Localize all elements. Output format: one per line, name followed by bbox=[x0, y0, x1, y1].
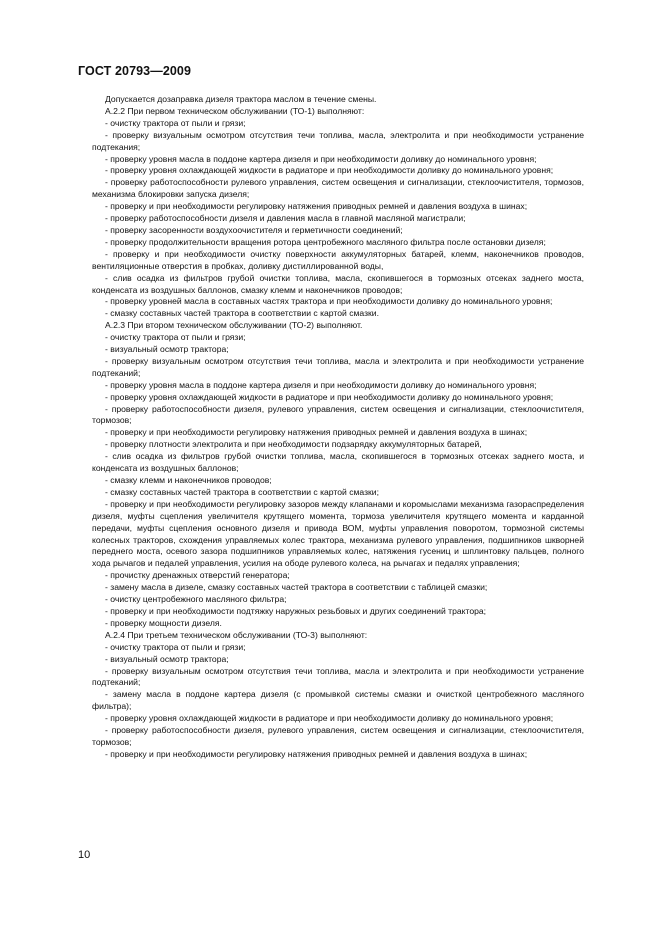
paragraph: - проверку уровня охлаждающей жидкости в радиаторе и при необходимости доливку до номинального уровня; bbox=[105, 165, 554, 176]
paragraph: А.2.3 При втором техническом обслуживании (ТО-2) выполняют. bbox=[105, 320, 363, 331]
paragraph: - проверку работоспособности дизеля, рулевого управления, систем освещения и сигнализации, стеклоочистителя, тормозов; bbox=[92, 403, 584, 426]
paragraph: - проверку уровней масла в составных частях трактора и при необходимости доливку до номинального уровня; bbox=[105, 296, 553, 307]
paragraph: Допускается дозаправка дизеля трактора маслом в течение смены. bbox=[105, 94, 377, 104]
document-body bbox=[92, 94, 584, 761]
paragraph: - проверку плотности электролита и при необходимости подзарядку аккумуляторных батарей, bbox=[105, 439, 482, 450]
paragraph: А.2.2 При первом техническом обслуживании (ТО-1) выполняют: bbox=[105, 105, 365, 116]
paragraph: - замену масла в поддоне картера дизеля (с промывкой системы смазки и очисткой центробежного масляного фильтра); bbox=[92, 689, 584, 712]
paragraph: - проверку визуальным осмотром отсутствия течи топлива, масла и электролита и при необходимости устранение подтеканий; bbox=[92, 355, 584, 378]
paragraph: - смазку составных частей трактора в соответствии с картой смазки; bbox=[105, 486, 379, 497]
paragraph: - очистку трактора от пыли и грязи; bbox=[105, 641, 246, 652]
page-number: 10 bbox=[78, 849, 91, 861]
paragraph: - очистку трактора от пыли и грязи; bbox=[105, 117, 246, 128]
paragraph: - замену масла в дизеле, смазку составных частей трактора в соответствии с таблицей смазки; bbox=[105, 582, 488, 593]
paragraph: - проверку и при необходимости регулировку натяжения приводных ремней и давления воздуха в шинах; bbox=[105, 201, 528, 212]
paragraph: - визуальный осмотр трактора; bbox=[105, 344, 229, 355]
paragraph: - проверку визуальным осмотром отсутствия течи топлива, масла, электролита и при необходимости устранение подтекания; bbox=[92, 129, 584, 152]
paragraph: - проверку мощности дизеля. bbox=[105, 617, 222, 628]
paragraph: - проверку и при необходимости регулировку натяжения приводных ремней и давления воздуха в шинах; bbox=[105, 748, 528, 759]
paragraph: - смазку составных частей трактора в соответствии с картой смазки. bbox=[105, 308, 379, 319]
paragraph: - проверку уровня масла в поддоне картера дизеля и при необходимости доливку до номинального уровня; bbox=[105, 153, 537, 164]
page-header-title: ГОСТ 20793—2009 bbox=[78, 64, 192, 78]
paragraph: - проверку уровня охлаждающей жидкости в радиаторе и при необходимости доливку до номинального уровня; bbox=[105, 713, 554, 724]
paragraph: - проверку визуальным осмотром отсутствия течи топлива, масла и электролита и при необходимости устранение подтеканий; bbox=[92, 665, 584, 688]
paragraph: - слив осадка из фильтров грубой очистки топлива, масла, скопившегося в тормозных отсеках заднего моста, и конденсата из воздушных баллонов; bbox=[92, 451, 584, 474]
paragraph: - проверку и при необходимости подтяжку наружных резьбовых и других соединений трактора; bbox=[105, 605, 487, 616]
paragraph: - очистку трактора от пыли и грязи; bbox=[105, 332, 246, 343]
paragraph: - проверку уровня охлаждающей жидкости в радиаторе и при необходимости доливку до номинального уровня; bbox=[105, 391, 554, 402]
paragraph: - проверку и при необходимости очистку поверхности аккумуляторных батарей, клемм, наконечников проводов, вентиляционные отверстия в пробках, доливку дистиллированной воды, bbox=[92, 248, 584, 271]
paragraph: - проверку засоренности воздухоочистителя и герметичности соединений; bbox=[105, 224, 403, 235]
paragraph: А.2.4 При третьем техническом обслуживании (ТО-3) выполняют: bbox=[105, 629, 368, 640]
paragraph: - проверку и при необходимости регулировку натяжения приводных ремней и давления воздуха в шинах; bbox=[105, 427, 528, 438]
paragraph: - проверку и при необходимости регулировку зазоров между клапанами и коромыслами механизма газораспределения дизеля, муфты сцепления увеличителя крутящего момента, тормоза увеличителя крутящего момента и карданной передачи, муфты сцепления основного дизеля и привода ВОМ, муфты управления поворотом, тормозной системы колесных тракторов, схождения управляемых колес трактора, механизма рулевого управления, подшипников шкворней переднего моста, осевого зазора подшипников управляемых колес, натяжения гусениц и шплинтовку пальцев, полного хода рычагов и педалей управления, усилия на ободе рулевого колеса, на рычагах и педалях управления; bbox=[92, 498, 584, 569]
paragraph: - проверку работоспособности рулевого управления, систем освещения и сигнализации, стеклоочистителя, тормозов, механизма блокировки запуска дизеля; bbox=[92, 177, 584, 200]
paragraph: - проверку работоспособности дизеля и давления масла в главной масляной магистрали; bbox=[105, 213, 466, 224]
paragraph: - очистку центробежного масляного фильтра; bbox=[105, 594, 287, 605]
paragraph: - проверку работоспособности дизеля, рулевого управления, систем освещения и сигнализации, стеклоочистителя, тормозов; bbox=[92, 725, 584, 747]
paragraph: - проверку уровня масла в поддоне картера дизеля и при необходимости доливку до номинального уровня; bbox=[105, 379, 537, 390]
paragraph: - прочистку дренажных отверстий генератора; bbox=[105, 570, 290, 581]
paragraph: - смазку клемм и наконечников проводов; bbox=[105, 475, 272, 485]
paragraph: - визуальный осмотр трактора; bbox=[105, 653, 229, 664]
paragraph: - проверку продолжительности вращения ротора центробежного масляного фильтра после остановки дизеля; bbox=[105, 236, 546, 247]
paragraph: - слив осадка из фильтров грубой очистки топлива, масла, скопившегося в тормозных отсеках заднего моста, конденсата из воздушных баллонов, смазку клемм и наконечников проводов; bbox=[92, 272, 584, 295]
